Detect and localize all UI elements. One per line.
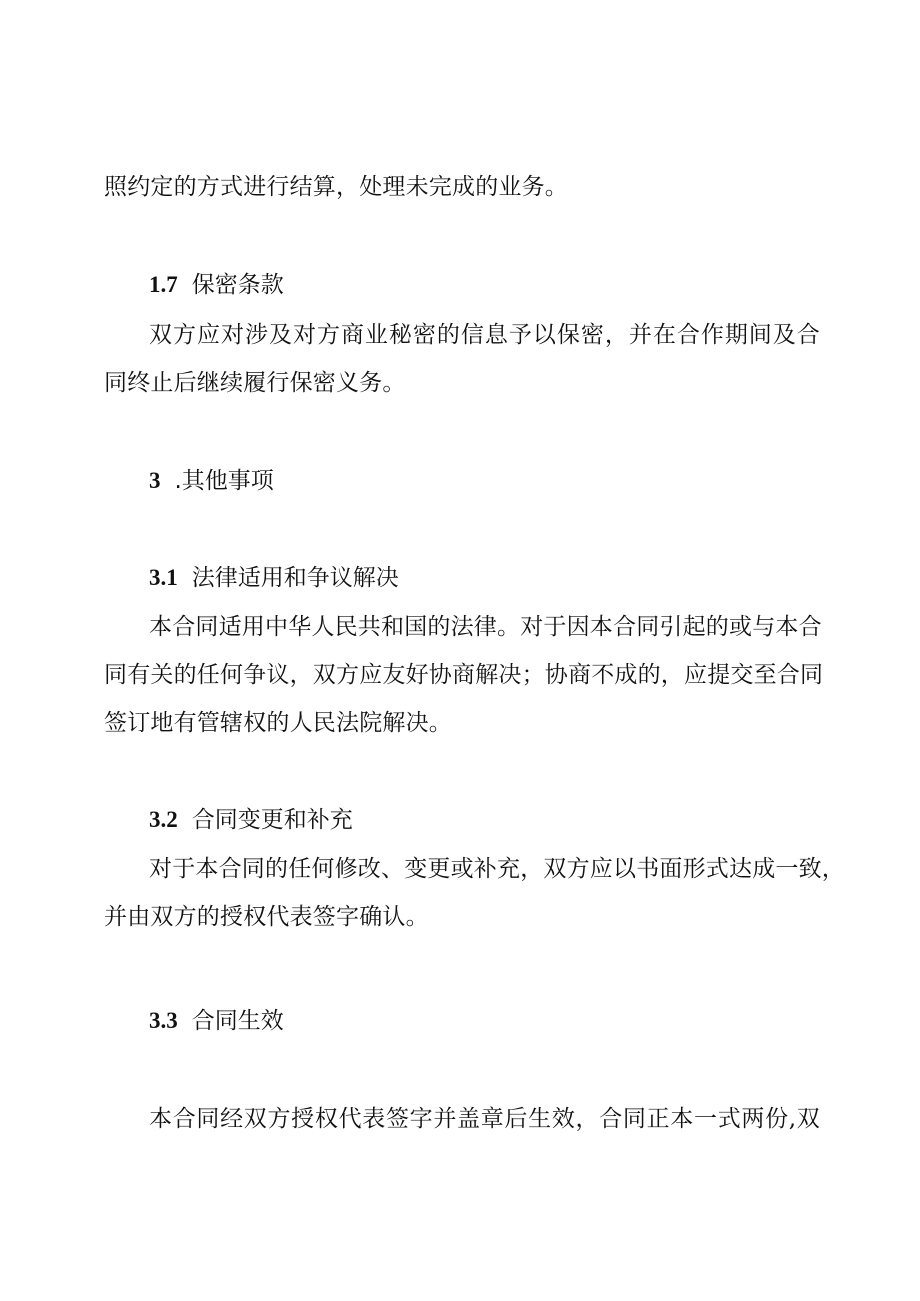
section-title: .其他事项 xyxy=(174,468,274,494)
section-heading-3 xyxy=(149,466,274,496)
paragraph-line: 双方应对涉及对方商业秘密的信息予以保密，并在合作期间及合 xyxy=(149,322,820,348)
section-heading-3-3 xyxy=(149,1006,284,1036)
section-title: 合同变更和补充 xyxy=(191,807,353,833)
paragraph-line: 对于本合同的任何修改、变更或补充，双方应以书面形式达成一致， xyxy=(149,856,845,882)
section-heading-3-2 xyxy=(149,805,353,835)
paragraph-line: 签订地有管辖权的人民法院解决。 xyxy=(104,710,452,736)
paragraph-line: 本合同适用中华人民共和国的法律。对于因本合同引起的或与本合 xyxy=(149,614,822,640)
paragraph-line: 同终止后继续履行保密义务。 xyxy=(104,370,406,396)
section-heading-1-7 xyxy=(149,270,284,300)
section-number: 3.3 xyxy=(149,1008,178,1033)
intro-paragraph-line: 照约定的方式进行结算，处理未完成的业务。 xyxy=(104,174,568,200)
paragraph-line: 并由双方的授权代表签字确认。 xyxy=(104,904,429,930)
section-number: 3.1 xyxy=(149,565,178,590)
paragraph-line: 本合同经双方授权代表签字并盖章后生效，合同正本一式两份,双 xyxy=(149,1106,820,1132)
paragraph-line: 同有关的任何争议，双方应友好协商解决；协商不成的，应提交至合同 xyxy=(104,662,824,688)
section-number: 3 xyxy=(149,468,161,493)
section-title: 保密条款 xyxy=(191,272,284,298)
section-number: 3.2 xyxy=(149,807,178,832)
section-title: 法律适用和争议解决 xyxy=(191,565,399,591)
section-heading-3-1 xyxy=(149,563,399,593)
section-number: 1.7 xyxy=(149,272,178,297)
section-title: 合同生效 xyxy=(191,1008,284,1034)
